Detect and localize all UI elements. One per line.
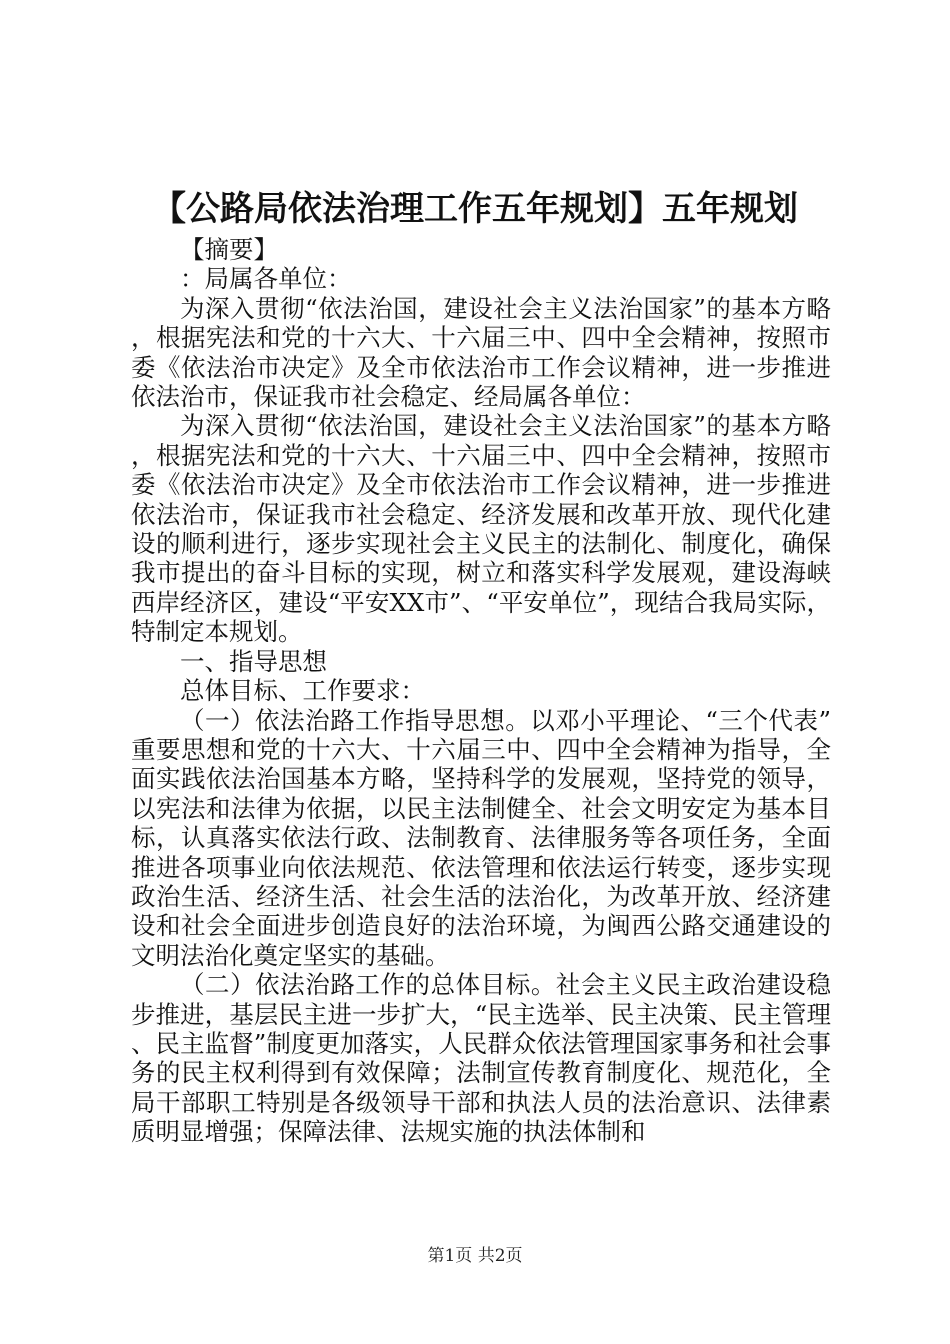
document-title: 【公路局依法治理工作五年规划】五年规划 [152, 189, 798, 229]
section-heading: 一、指导思想 [180, 646, 327, 676]
salutation: ：局属各单位： [180, 264, 352, 294]
body-paragraph: （二）依法治路工作的总体目标。社会主义民主政治建设稳步推进，基层民主进一步扩大，“民主选举、民主决策、民主管理、民主监督”制度更加落实，人民群众依法管理国家事务和社会事务的民主权利得到有效保障；法制宣传教育制度化、规范化，全局干部职工特别是各级领导干部和执法人员的法治意识、法律素质明显增强；保障法律、法规实施的执法体制和 [131, 970, 831, 1147]
body-paragraph: 为深入贯彻“依法治国，建设社会主义法治国家”的基本方略，根据宪法和党的十六大、十六届三中、四中全会精神，按照市委《依法治市决定》及全市依法治市工作会议精神，进一步推进依法治市，保证我市社会稳定、经济发展和改革开放、现代化建设的顺利进行，逐步实现社会主义民主的法制化、制度化，确保我市提出的奋斗目标的实现，树立和落实科学发展观，建设海峡西岸经济区，建设“平安XX市”、“平安单位”，现结合我局实际，特制定本规划。 [131, 411, 831, 647]
abstract-heading: 【摘要】 [180, 235, 278, 264]
document-body [131, 235, 831, 1147]
subsection-heading: 总体目标、工作要求： [180, 676, 425, 706]
body-paragraph: （一）依法治路工作指导思想。以邓小平理论、“三个代表”重要思想和党的十六大、十六届三中、四中全会精神为指导，全面实践依法治国基本方略，坚持科学的发展观，坚持党的领导，以宪法和法律为依据，以民主法制健全、社会文明安定为基本目标，认真落实依法行政、法制教育、法律服务等各项任务，全面推进各项事业向依法规范、依法管理和依法运行转变，逐步实现政治生活、经济生活、社会生活的法治化，为改革开放、经济建设和社会全面进步创造良好的法治环境，为闽西公路交通建设的文明法治化奠定坚实的基础。 [131, 705, 831, 970]
page-number-footer: 第1页 共2页 [427, 1246, 523, 1266]
body-paragraph: 为深入贯彻“依法治国，建设社会主义法治国家”的基本方略，根据宪法和党的十六大、十六届三中、四中全会精神，按照市委《依法治市决定》及全市依法治市工作会议精神，进一步推进依法治市，保证我市社会稳定、经局属各单位： [131, 293, 831, 412]
